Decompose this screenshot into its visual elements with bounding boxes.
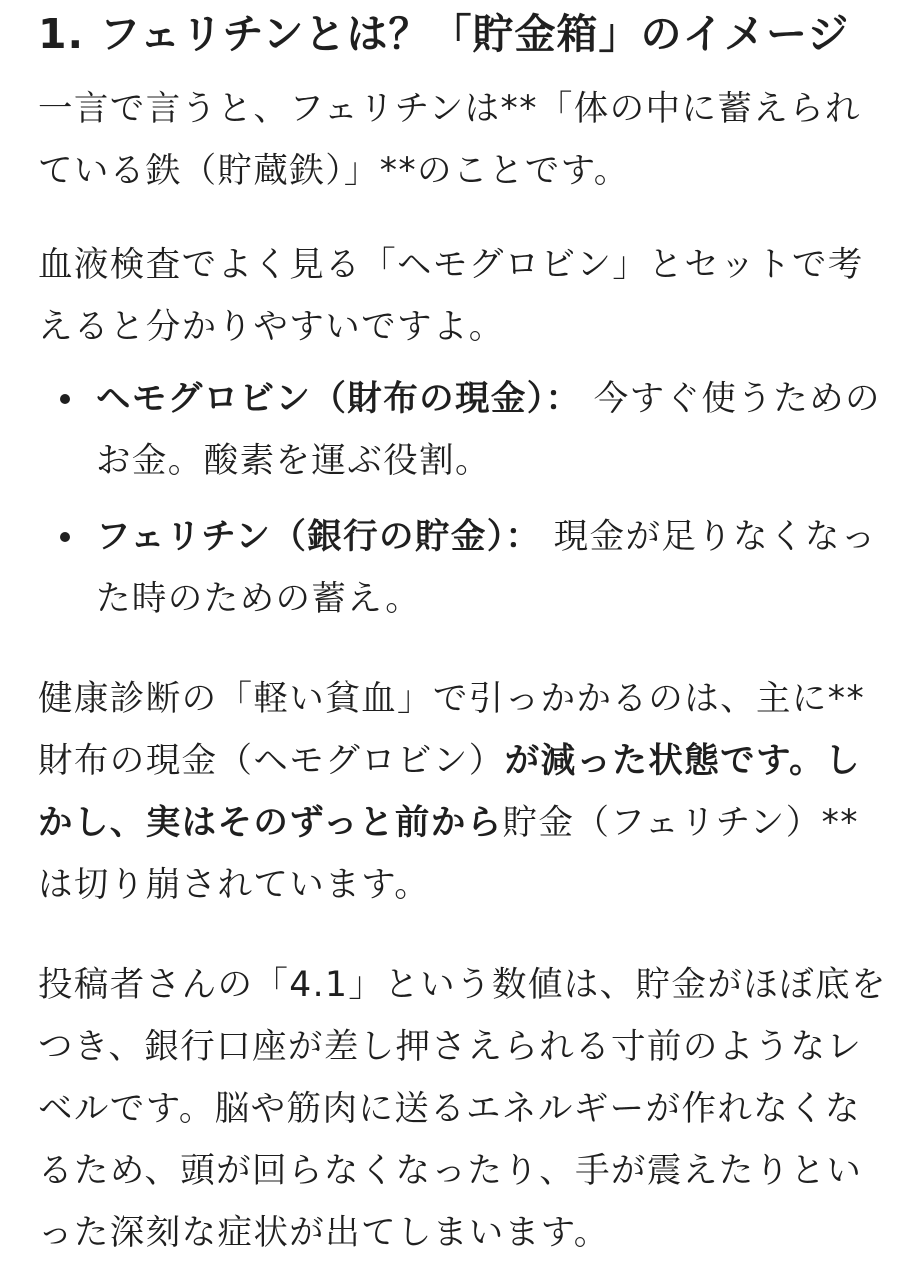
list-item-text: 現金が足りなくなった時のための蓄え。 [96,517,877,619]
list-item-ferritin [38,506,888,630]
paragraph-hemoglobin-intro: 血液検査でよく見る「ヘモグロビン」とセットで考えると分かりやすいですよ。 [38,245,864,347]
paragraph-text: 貯金（フェリチン）**は切り崩されています。 [38,803,859,905]
paragraph-value-explanation: 投稿者さんの「4.1」という数値は、貯金がほぼ底をつき、銀行口座が差し押さえられる寸前のようなレベルです。脳や筋肉に送るエネルギーが作れなくなるため、頭が回らなくなったり、手が震えたりといった深刻な症状が出てしまいます。 [38,965,887,1253]
bullet-icon [60,394,70,404]
paragraph-anemia-explanation [38,668,888,916]
list-item-label: ヘモグロビン（財布の現金）： [96,379,582,419]
paragraph-text: 健康診断の「軽い貧血」で引っかかるのは、主に**財布の現金（ヘモグロビン） [38,679,866,781]
list-item-text: 今すぐ使うためのお金。酸素を運ぶ役割。 [96,379,881,481]
paragraph-ferritin-definition: 一言で言うと、フェリチンは**「体の中に蓄えられている鉄（貯蔵鉄）」**のことです。 [38,89,861,191]
comparison-list [38,368,888,630]
list-item-label: フェリチン（銀行の貯金）： [96,517,542,557]
list-item-hemoglobin [38,368,888,492]
bullet-icon [60,532,70,542]
section-heading: 1. フェリチンとは？「貯金箱」のイメージ [38,10,850,58]
article-content [38,0,888,1264]
paragraph-bold-text: が減った状態です。しかし、実はそのずっと前から [38,741,861,843]
